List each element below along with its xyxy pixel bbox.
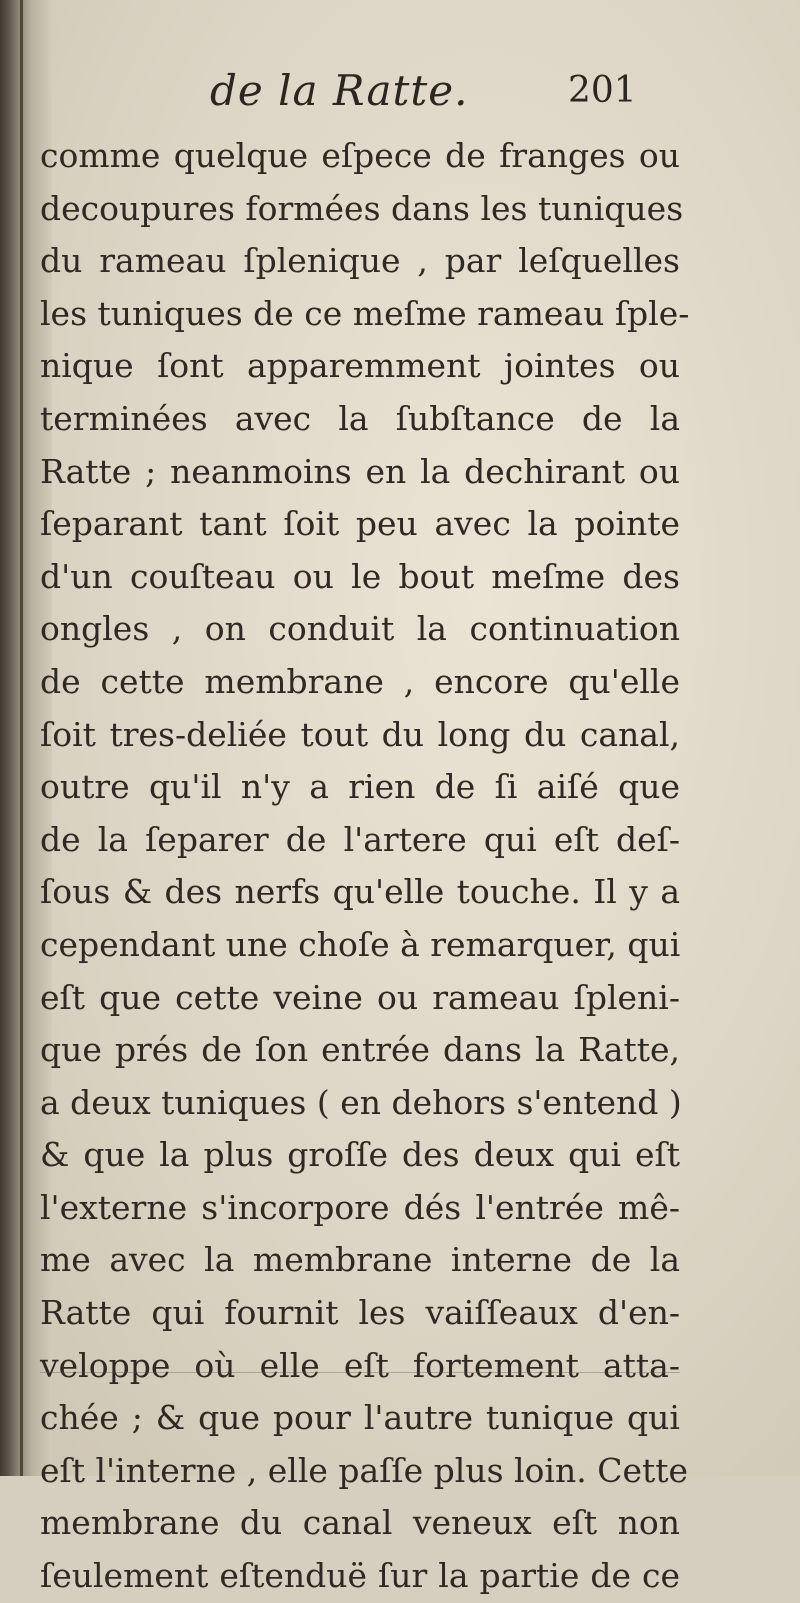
text-line: Ratte ; neanmoins en la dechirant ou — [40, 451, 680, 491]
gutter-shadow-line — [20, 0, 23, 1476]
text-line: outre qu'il n'y a rien de ſi aiſé que — [40, 767, 680, 807]
text-line: du rameau ſplenique , par leſquelles — [40, 241, 680, 281]
text-line: ongles , on conduit la continuation — [40, 609, 680, 649]
text-line: ſous & des nerfs qu'elle touche. Il y a — [40, 872, 680, 912]
text-line: eſt que cette veine ou rameau ſpleni- — [40, 977, 680, 1017]
text-line: a deux tuniques ( en dehors s'entend ) — [40, 1082, 682, 1122]
text-line: d'un couſteau ou le bout meſme des — [40, 556, 680, 596]
running-title: de la Ratte. — [210, 66, 469, 115]
text-line: Ratte qui fournit les vaiſſeaux d'en- — [40, 1293, 680, 1333]
text-line: decoupures formées dans les tuniques — [40, 188, 684, 228]
text-line: chée ; & que pour l'autre tunique qui — [40, 1398, 680, 1438]
text-line: me avec la membrane interne de la — [40, 1240, 680, 1280]
text-line: eſt l'interne , elle paſſe plus loin. Cette — [40, 1450, 689, 1490]
text-line: que prés de ſon entrée dans la Ratte, — [40, 1030, 680, 1070]
text-line: de la ſeparer de l'artere qui eſt deſ- — [40, 819, 680, 859]
text-line: & que la plus groſſe des deux qui eſt — [40, 1135, 680, 1175]
page-header — [210, 66, 680, 126]
text-line: veloppe où elle eſt fortement atta- — [40, 1345, 680, 1385]
page-number: 201 — [568, 70, 637, 111]
page-bottom-smudge — [40, 1372, 680, 1385]
text-line: de cette membrane , encore qu'elle — [40, 661, 680, 701]
text-line: ſeparant tant ſoit peu avec la pointe — [40, 504, 680, 544]
text-line: ſoit tres-deliée tout du long du canal, — [40, 714, 680, 754]
text-line: comme quelque eſpece de franges ou — [40, 136, 680, 175]
text-line: membrane du canal veneux eſt non — [40, 1503, 680, 1543]
text-line: nique ſont apparemment jointes ou — [40, 346, 680, 386]
text-line: cependant une choſe à remarquer, qui — [40, 924, 681, 964]
text-line: terminées avec la ſubſtance de la — [40, 398, 680, 438]
text-line: ſeulement eſtenduë ſur la partie de ce — [40, 1556, 680, 1596]
text-line: les tuniques de ce meſme rameau ſple- — [40, 293, 690, 333]
text-line: l'externe s'incorpore dés l'entrée mê- — [40, 1187, 680, 1227]
